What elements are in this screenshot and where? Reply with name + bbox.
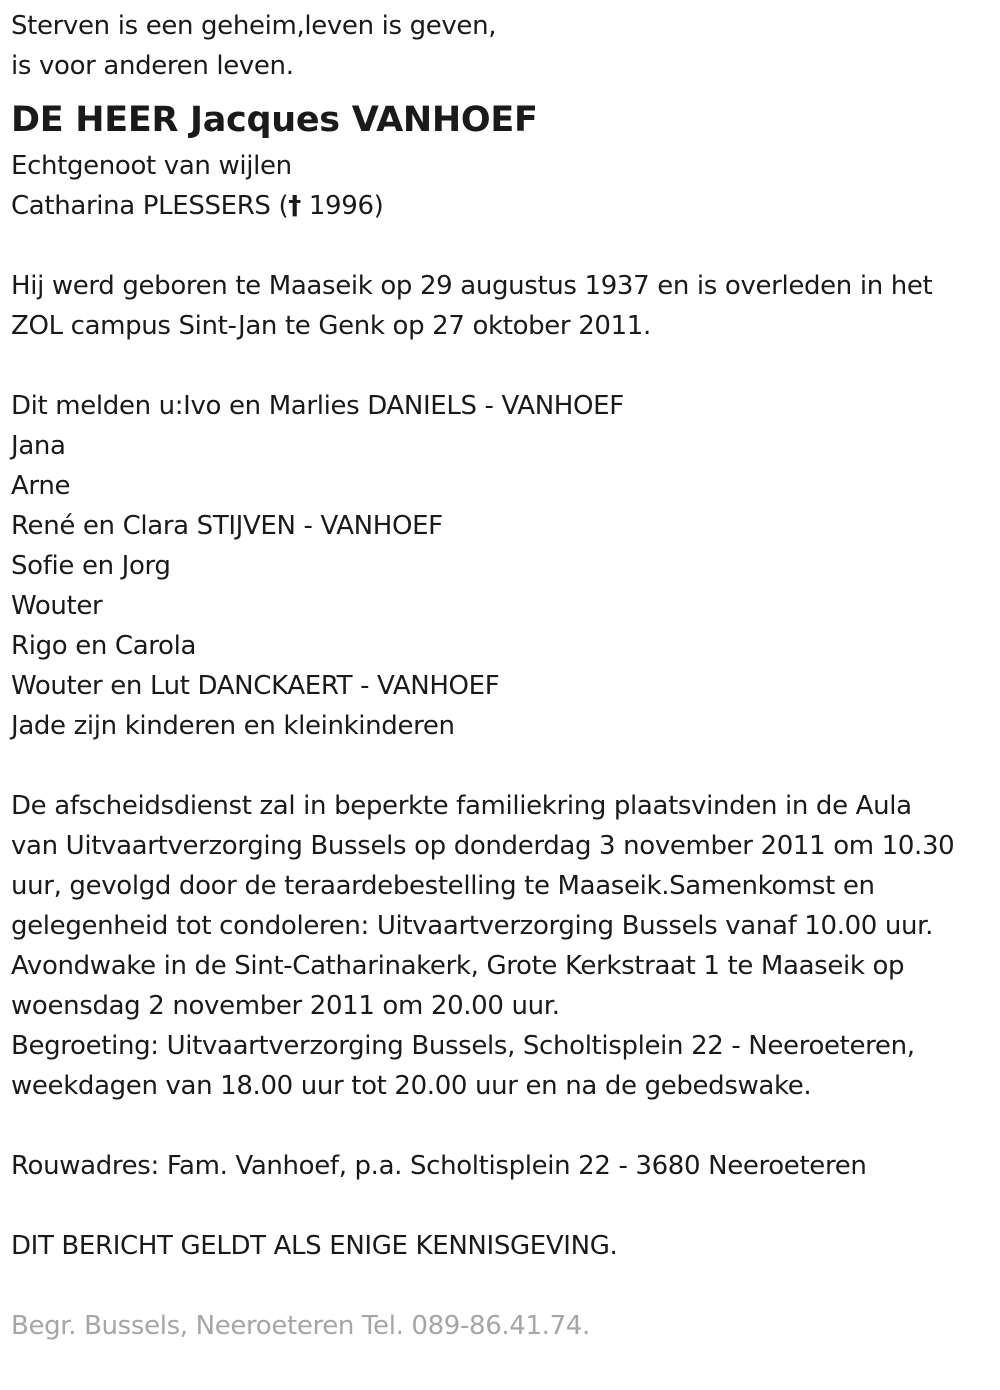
cross-icon: † [288, 191, 301, 221]
spouse-intro: Echtgenoot van wijlen [11, 151, 292, 181]
family-line: Arne [11, 471, 71, 501]
family-line: Jana [11, 431, 66, 461]
official-notice: DIT BERICHT GELDT ALS ENIGE KENNISGEVING. [11, 1231, 618, 1261]
family-line: René en Clara STIJVEN - VANHOEF [11, 511, 443, 541]
birth-death-line-1: Hij werd geboren te Maaseik op 29 augustus 1937 en is overleden in het [11, 271, 933, 301]
service-line: De afscheidsdienst zal in beperkte familiekring plaatsvinden in de Aula [11, 791, 912, 821]
spacer [11, 346, 996, 386]
service-line: woensdag 2 november 2011 om 20.00 uur. [11, 991, 560, 1021]
spacer [11, 1106, 996, 1146]
obituary-document [11, 6, 996, 1346]
family-line: Rigo en Carola [11, 631, 197, 661]
service-line: weekdagen van 18.00 uur tot 20.00 uur en na de gebedswake. [11, 1071, 812, 1101]
funeral-home-footer: Begr. Bussels, Neeroeteren Tel. 089-86.41.74. [11, 1311, 590, 1341]
poem-line-2: is voor anderen leven. [11, 51, 294, 81]
family-line: Wouter en Lut DANCKAERT - VANHOEF [11, 671, 500, 701]
spouse-name-line [11, 186, 996, 226]
family-line: Jade zijn kinderen en kleinkinderen [11, 711, 455, 741]
service-line: Begroeting: Uitvaartverzorging Bussels, Scholtisplein 22 - Neeroeteren, [11, 1031, 915, 1061]
spacer [11, 1266, 996, 1306]
spacer [11, 746, 996, 786]
deceased-name-title: DE HEER Jacques VANHOEF [11, 100, 538, 140]
service-line: gelegenheid tot condoleren: Uitvaartverzorging Bussels vanaf 10.00 uur. [11, 911, 934, 941]
spacer [11, 226, 996, 266]
spouse-name: Catharina PLESSERS ( [11, 191, 289, 221]
spacer [11, 1186, 996, 1226]
service-line: uur, gevolgd door de teraardebestelling te Maaseik.Samenkomst en [11, 871, 875, 901]
family-line: Wouter [11, 591, 103, 621]
service-line: Avondwake in de Sint-Catharinakerk, Grote Kerkstraat 1 te Maaseik op [11, 951, 905, 981]
spouse-death-year: 1996) [300, 191, 384, 221]
service-line: van Uitvaartverzorging Bussels op donderdag 3 november 2011 om 10.30 [11, 831, 955, 861]
family-line: Dit melden u:Ivo en Marlies DANIELS - VANHOEF [11, 391, 624, 421]
birth-death-line-2: ZOL campus Sint-Jan te Genk op 27 oktober 2011. [11, 311, 651, 341]
poem-line-1: Sterven is een geheim,leven is geven, [11, 11, 497, 41]
mourning-address: Rouwadres: Fam. Vanhoef, p.a. Scholtisplein 22 - 3680 Neeroeteren [11, 1151, 867, 1181]
family-line: Sofie en Jorg [11, 551, 171, 581]
